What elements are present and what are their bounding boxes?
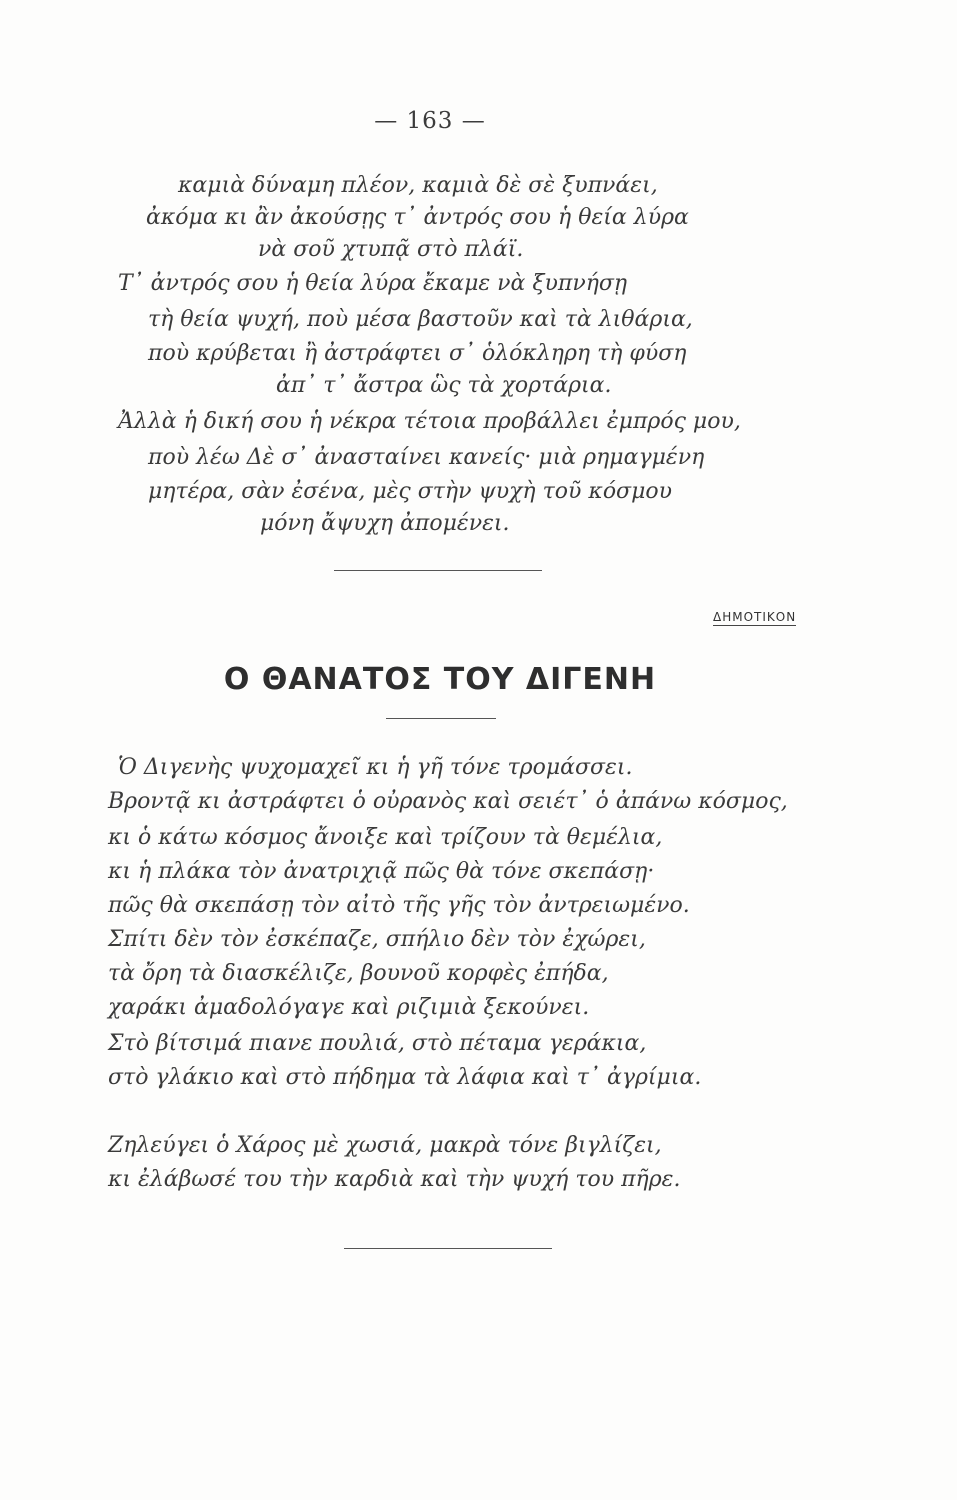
poem-line: Τ᾽ ἀντρός σου ἡ θεία λύρα ἔκαμε νὰ ξυπνήσῃ <box>118 271 628 296</box>
poem-line: χαράκι ἀμαδολόγαγε καὶ ριζιμιὰ ξεκούνει. <box>108 995 590 1020</box>
poem-line: Σπίτι δὲν τὸν ἐσκέπαζε, σπήλιο δὲν τὸν ἐχώρει, <box>108 927 646 952</box>
title-underline <box>386 718 496 719</box>
poem-line: κι ὁ κάτω κόσμος ἄνοιξε καὶ τρίζουν τὰ θεμέλια, <box>108 825 663 850</box>
section-divider <box>334 570 542 571</box>
poem-line: τὰ ὄρη τὰ διασκέλιζε, βουνοῦ κορφὲς ἐπήδα, <box>108 961 609 986</box>
poem-line: νὰ σοῦ χτυπᾷ στὸ πλάϊ. <box>258 237 524 262</box>
poem-line: μητέρα, σὰν ἐσένα, μὲς στὴν ψυχὴ τοῦ κόσμου <box>148 479 672 504</box>
poem-line: πῶς θὰ σκεπάσῃ τὸν αἰτὸ τῆς γῆς τὸν ἀντρειωμένο. <box>108 893 690 918</box>
poem-line: ἀκόμα κι ἂν ἀκούσῃς τ᾽ ἀντρός σου ἡ θεία λύρα <box>146 205 689 230</box>
poem-line: κι ἐλάβωσέ του τὴν καρδιὰ καὶ τὴν ψυχή του πῆρε. <box>108 1167 681 1192</box>
poem-line: Βροντᾷ κι ἀστράφτει ὁ οὐρανὸς καὶ σειέτ᾽ ὁ ἀπάνω κόσμος, <box>108 789 788 814</box>
poem-line: ποὺ κρύβεται ἢ ἀστράφτει σ᾽ ὁλόκληρη τὴ φύση <box>148 341 687 366</box>
poem-line: στὸ γλάκιο καὶ στὸ πήδημα τὰ λάφια καὶ τ᾽ ἀγρίμια. <box>108 1065 702 1090</box>
page-number: — 163 — <box>374 108 486 134</box>
poem-line: Στὸ βίτσιμά πιανε πουλιά, στὸ πέταμα γεράκια, <box>108 1031 647 1056</box>
poem-line: ἀπ᾽ τ᾽ ἄστρα ὣς τὰ χορτάρια. <box>276 373 612 398</box>
section-label: ΔΗΜΟΤΙΚΟΝ <box>713 610 797 624</box>
poem-line: τὴ θεία ψυχή, ποὺ μέσα βαστοῦν καὶ τὰ λιθάρια, <box>148 307 693 332</box>
poem-line: ποὺ λέω Δὲ σ᾽ ἀνασταίνει κανείς· μιὰ ρημαγμένη <box>148 445 705 470</box>
poem-line: Ὁ Διγενὴς ψυχομαχεῖ κι ἡ γῆ τόνε τρομάσσει. <box>118 755 633 780</box>
poem-title: Ο ΘΑΝΑΤΟΣ ΤΟΥ ΔΙΓΕΝΗ <box>223 662 657 697</box>
poem-line: κι ἡ πλάκα τὸν ἀνατριχιᾷ πῶς θὰ τόνε σκεπάσῃ· <box>108 859 655 884</box>
poem-line: μόνη ἄψυχη ἀπομένει. <box>260 511 510 536</box>
poem-line: Ζηλεύγει ὁ Χάρος μὲ χωσιά, μακρὰ τόνε βιγλίζει, <box>108 1133 662 1158</box>
poem-line: Ἀλλὰ ἡ δική σου ἡ νέκρα τέτοια προβάλλει ἐμπρός μου, <box>118 409 741 434</box>
end-divider <box>344 1248 552 1249</box>
poem-line: καμιὰ δύναμη πλέον, καμιὰ δὲ σὲ ξυπνάει, <box>178 173 658 198</box>
